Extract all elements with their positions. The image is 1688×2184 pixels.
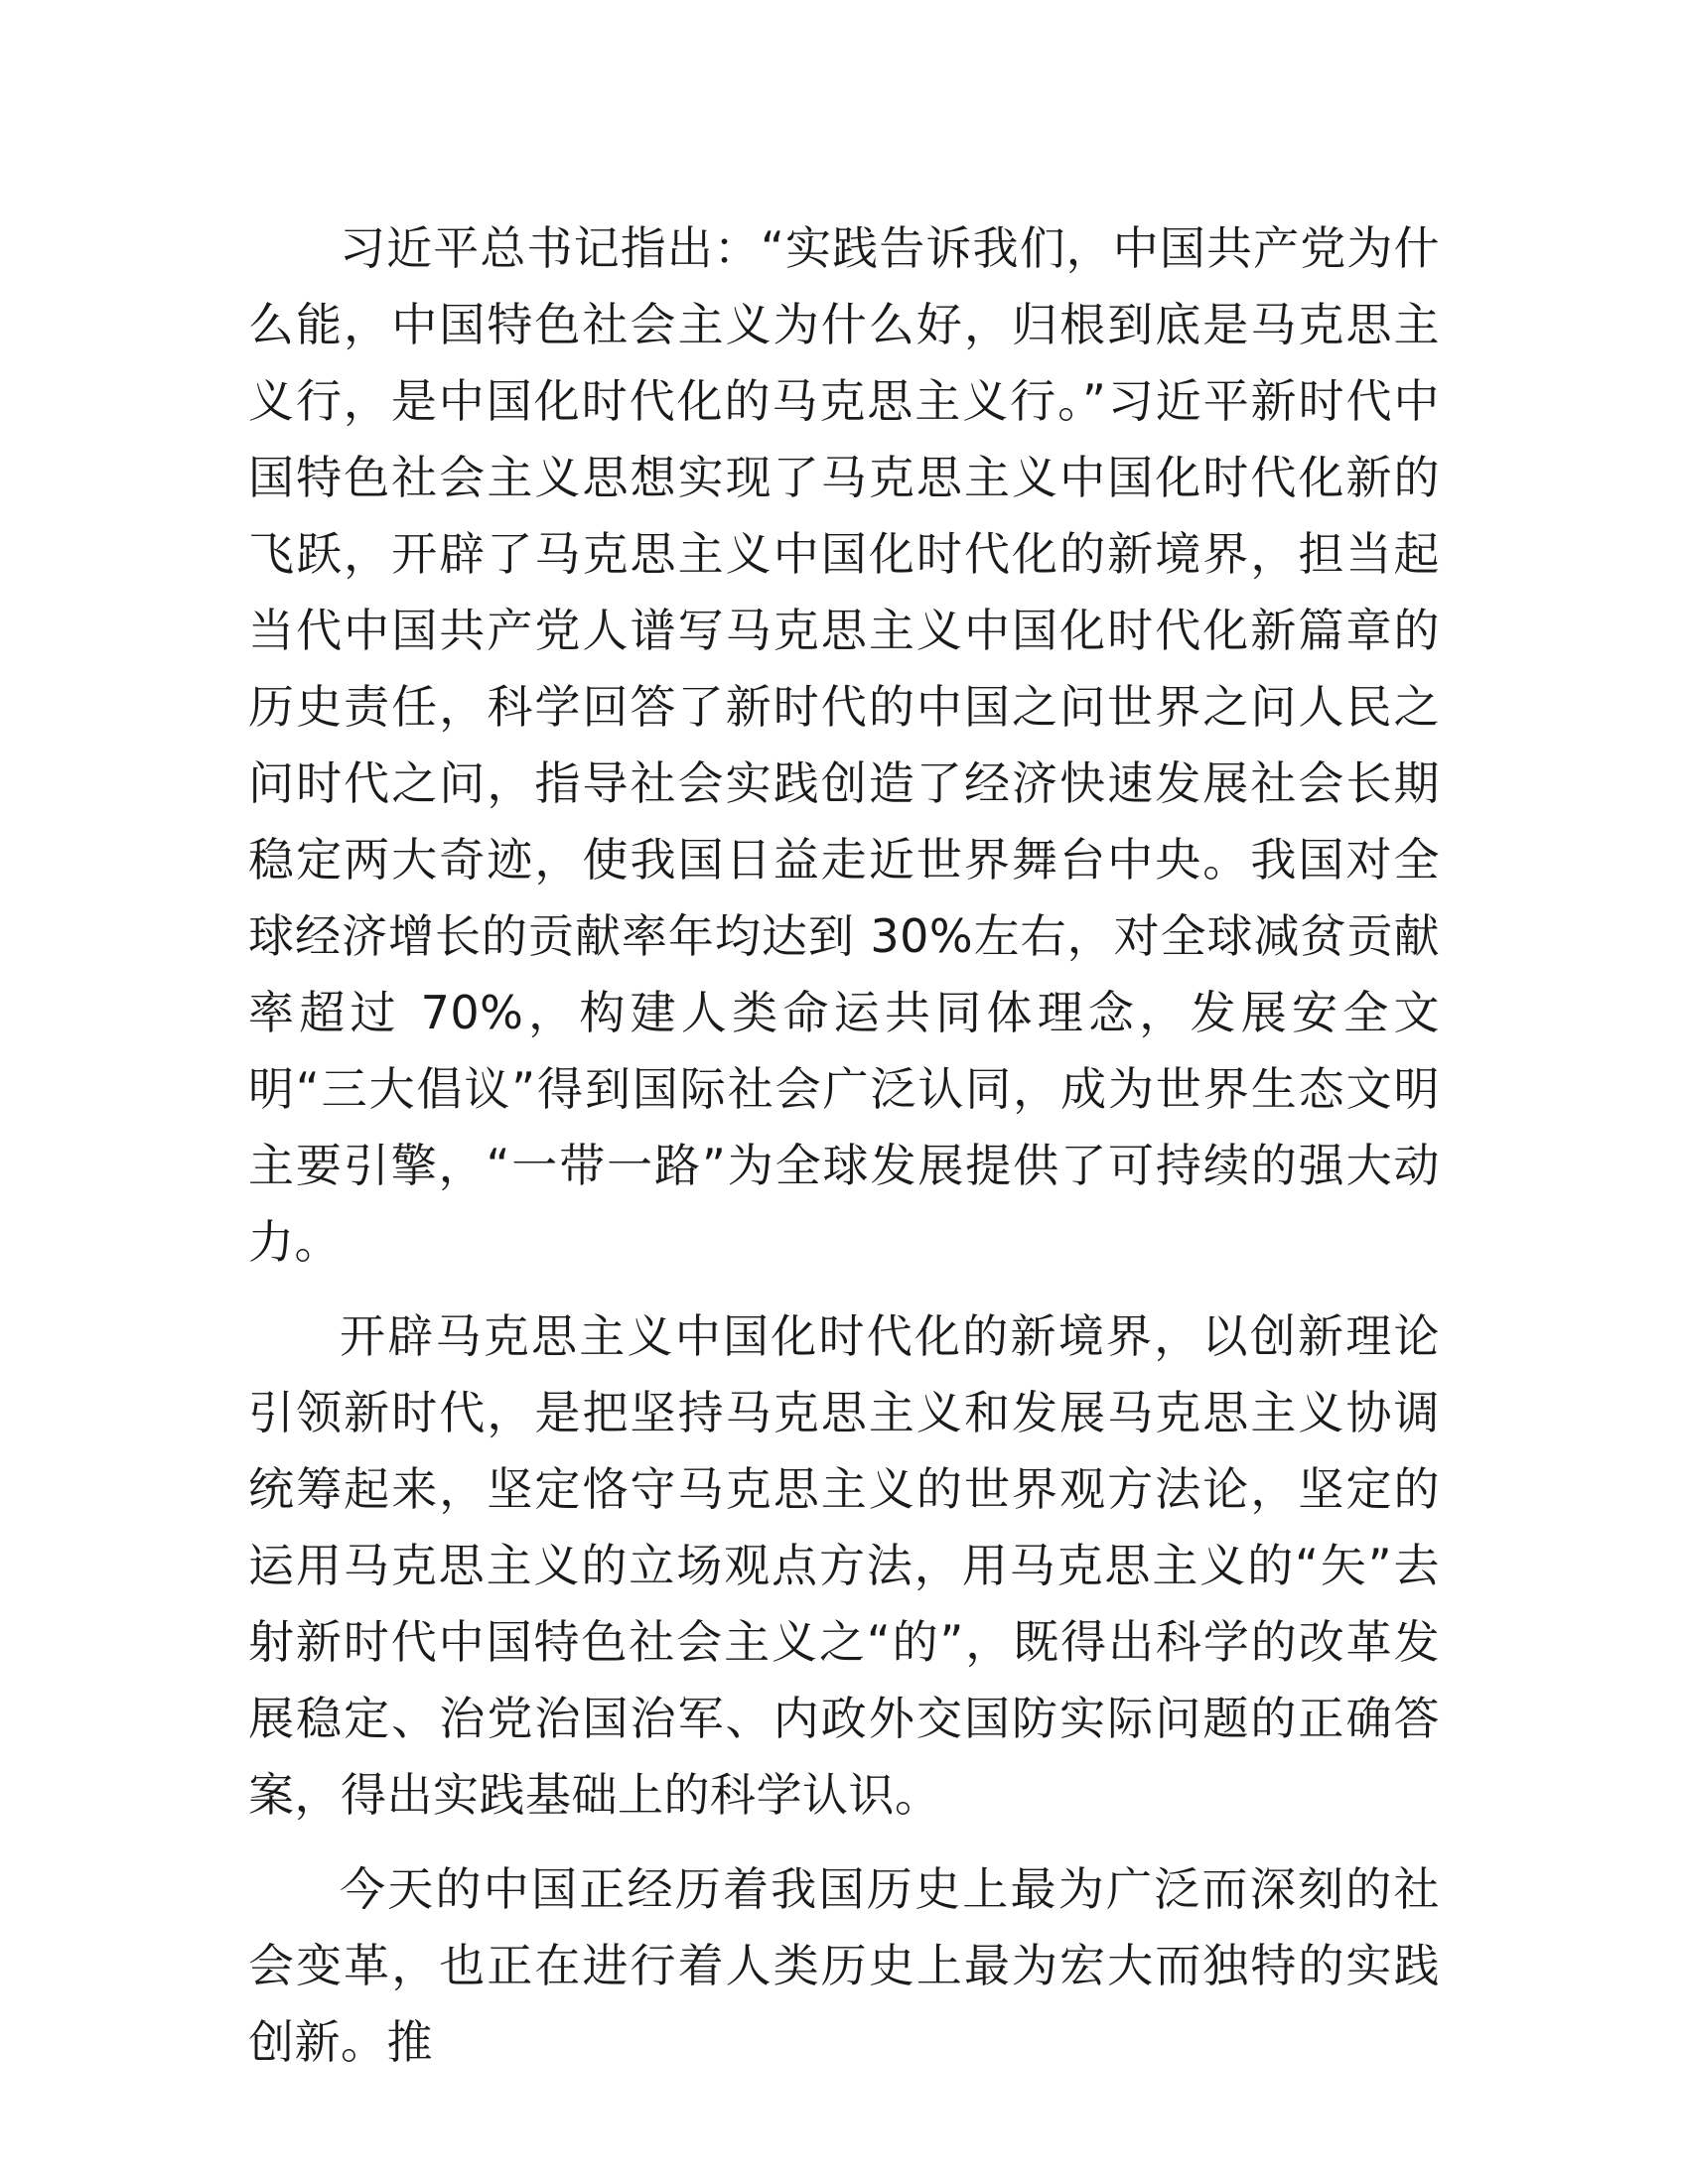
body-text: [248, 210, 1440, 2099]
paragraph-1: 习近平总书记指出：“实践告诉我们，中国共产党为什么能，中国特色社会主义为什么好，归根到底是马克思主义行，是中国化时代化的马克思主义行。”习近平新时代中国特色社会主义思想实现了马克思主义中国化时代化新的飞跃，开辟了马克思主义中国化时代化的新境界，担当起当代中国共产党人谱写马克思主义中国化时代化新篇章的历史责任，科学回答了新时代的中国之问世界之问人民之问时代之问，指导社会实践创造了经济快速发展社会长期稳定两大奇迹，使我国日益走近世界舞台中央。我国对全球经济增长的贡献率年均达到 30%左右，对全球减贫贡献率超过 70%，构建人类命运共同体理念，发展安全文明“三大倡议”得到国际社会广泛认同，成为世界生态文明主要引擎，“一带一路”为全球发展提供了可持续的强大动力。: [248, 221, 1440, 1269]
paragraph-3: 今天的中国正经历着我国历史上最为广泛而深刻的社会变革，也正在进行着人类历史上最为宏大而独特的实践创新。推: [248, 1862, 1440, 2069]
paragraph-2: 开辟马克思主义中国化时代化的新境界，以创新理论引领新时代，是把坚持马克思主义和发展马克思主义协调统筹起来，坚定恪守马克思主义的世界观方法论，坚定的运用马克思主义的立场观点方法，用马克思主义的“矢”去射新时代中国特色社会主义之“的”，既得出科学的改革发展稳定、治党治国治军、内政外交国防实际问题的正确答案，得出实践基础上的科学认识。: [248, 1309, 1440, 1822]
